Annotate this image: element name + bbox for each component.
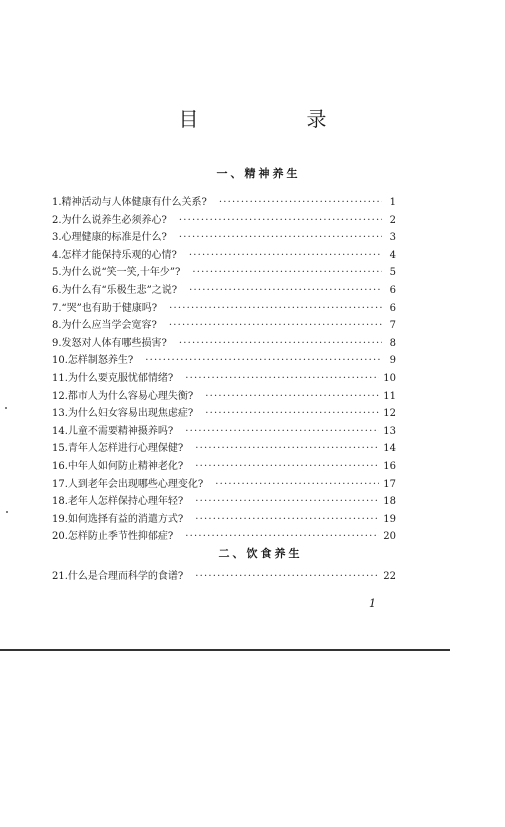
toc-entry-page: 1 xyxy=(389,197,396,208)
scan-speck xyxy=(5,407,7,409)
toc-leader-dots xyxy=(185,423,379,441)
section-heading-diet: 二、饮食养生 xyxy=(218,547,303,560)
toc-entry-number: 6. xyxy=(52,284,62,296)
toc-leader-dots xyxy=(192,264,382,282)
toc-entry-number: 19. xyxy=(52,513,68,525)
toc-entry-number: 18. xyxy=(52,496,68,508)
toc-entry-number: 20. xyxy=(52,531,68,543)
toc-leader-dots xyxy=(169,317,382,335)
toc-entry-number: 12. xyxy=(52,390,68,402)
toc-entry-title: 如何选择有益的消遣方式? xyxy=(67,513,184,525)
toc-leader-dots xyxy=(179,229,382,247)
page-title: 目 录 xyxy=(178,107,371,131)
toc-entry-title: “哭”也有助于健康吗? xyxy=(61,302,158,314)
toc-leader-dots xyxy=(189,247,382,265)
toc-entry-number: 9. xyxy=(52,337,62,349)
toc-entry-page: 16 xyxy=(383,460,396,472)
toc-entry[interactable] xyxy=(52,388,396,406)
toc-entry-page: 17 xyxy=(383,478,396,490)
toc-leader-dots xyxy=(179,335,382,353)
toc-entry-title: 什么是合理而科学的食谱? xyxy=(67,571,184,582)
toc-entry-page: 20 xyxy=(383,531,396,543)
section-heading-mental: 一、精神养生 xyxy=(216,167,301,180)
toc-entry[interactable] xyxy=(52,440,396,458)
toc-entry-title: 为什么说养生必须养心? xyxy=(61,214,167,226)
toc-entry-page: 13 xyxy=(383,425,396,437)
toc-leader-dots xyxy=(195,458,379,476)
toc-entry-number: 1. xyxy=(52,197,62,208)
toc-entry-number: 8. xyxy=(52,320,62,332)
toc-entry-number: 2. xyxy=(52,214,62,226)
toc-entry-number: 10. xyxy=(52,355,68,367)
toc-entry-page: 7 xyxy=(389,320,396,332)
toc-entry[interactable] xyxy=(52,511,396,529)
toc-leader-dots xyxy=(169,300,382,318)
toc-entry[interactable] xyxy=(52,568,396,586)
toc-entry[interactable] xyxy=(52,476,396,494)
toc-entry-title: 怎样才能保持乐观的心情? xyxy=(61,249,177,261)
toc-entry-title: 中年人如何防止精神老化? xyxy=(67,460,184,472)
toc-leader-dots xyxy=(145,352,382,370)
toc-entry-title: 发怒对人体有哪些损害? xyxy=(61,337,167,349)
toc-entry[interactable] xyxy=(52,194,396,212)
toc-entry-title: 为什么说“笑一笑,十年少”? xyxy=(61,267,181,279)
toc-leader-dots xyxy=(205,405,379,423)
toc-entry[interactable] xyxy=(52,423,396,441)
toc-entry-page: 6 xyxy=(389,302,396,314)
toc-entry-title: 为什么有“乐极生悲”之说? xyxy=(61,284,178,296)
toc-entry-number: 17. xyxy=(52,478,68,490)
toc-entry-number: 14. xyxy=(52,425,68,437)
toc-entry-page: 10 xyxy=(383,372,396,384)
toc-leader-dots xyxy=(195,568,379,586)
toc-leader-dots xyxy=(179,212,382,230)
toc-entry-title: 心理健康的标准是什么? xyxy=(61,232,167,244)
toc-entry-number: 4. xyxy=(52,249,62,261)
toc-entry-title: 怎样防止季节性抑郁症? xyxy=(67,531,174,543)
toc-leader-dots xyxy=(195,511,379,529)
toc-leader-dots xyxy=(215,476,379,494)
toc-entry[interactable] xyxy=(52,458,396,476)
toc-entry-number: 11. xyxy=(52,372,68,384)
toc-entry-page: 3 xyxy=(389,232,396,244)
toc-entry[interactable] xyxy=(52,247,396,265)
toc-entry-page: 18 xyxy=(383,496,396,508)
toc-leader-dots xyxy=(185,528,379,546)
toc-entry-page: 8 xyxy=(389,337,396,349)
toc-list-diet xyxy=(52,568,396,586)
toc-entry[interactable] xyxy=(52,264,396,282)
toc-entry-number: 3. xyxy=(52,232,62,244)
toc-list-mental xyxy=(52,194,396,546)
toc-entry-page: 5 xyxy=(389,267,396,279)
toc-entry-title: 为什么应当学会宽容? xyxy=(61,320,157,332)
page-bottom-rule xyxy=(0,649,450,651)
toc-entry[interactable] xyxy=(52,282,396,300)
toc-entry-page: 4 xyxy=(389,249,396,261)
toc-entry-number: 21. xyxy=(52,571,68,582)
toc-leader-dots xyxy=(219,194,382,212)
toc-entry-number: 7. xyxy=(52,302,62,314)
toc-entry[interactable] xyxy=(52,528,396,546)
toc-entry-number: 13. xyxy=(52,408,68,420)
scan-speck xyxy=(6,511,8,513)
toc-entry[interactable] xyxy=(52,229,396,247)
toc-entry-title: 老年人怎样保持心理年轻? xyxy=(67,496,184,508)
toc-entry-title: 为什么妇女容易出现焦虑症? xyxy=(67,408,194,420)
toc-entry-title: 都市人为什么容易心理失衡? xyxy=(67,390,194,402)
toc-entry-number: 15. xyxy=(52,443,68,455)
toc-entry[interactable] xyxy=(52,493,396,511)
toc-entry-number: 16. xyxy=(52,460,68,472)
toc-leader-dots xyxy=(195,440,379,458)
toc-entry-title: 儿童不需要精神摄养吗? xyxy=(67,425,174,437)
toc-entry[interactable] xyxy=(52,212,396,230)
toc-entry-page: 2 xyxy=(389,214,396,226)
toc-entry-page: 22 xyxy=(383,571,396,582)
toc-entry[interactable] xyxy=(52,300,396,318)
toc-entry-number: 5. xyxy=(52,267,62,279)
toc-entry-page: 19 xyxy=(383,513,396,525)
toc-leader-dots xyxy=(205,388,379,406)
toc-entry-page: 6 xyxy=(389,284,396,296)
toc-entry[interactable] xyxy=(52,370,396,388)
toc-leader-dots xyxy=(195,493,379,511)
toc-entry[interactable] xyxy=(52,317,396,335)
toc-entry[interactable] xyxy=(52,352,396,370)
toc-entry-title: 为什么要克服忧郁情绪? xyxy=(67,372,174,384)
page-number: 1 xyxy=(369,597,376,610)
toc-leader-dots xyxy=(189,282,382,300)
toc-entry-title: 怎样制怒养生? xyxy=(67,355,134,367)
toc-entry[interactable] xyxy=(52,335,396,353)
toc-entry-page: 9 xyxy=(389,355,396,367)
toc-entry-title: 人到老年会出现哪些心理变化? xyxy=(67,478,204,490)
toc-entry-title: 精神活动与人体健康有什么关系? xyxy=(61,197,207,208)
toc-entry-page: 14 xyxy=(383,443,396,455)
toc-entry-title: 青年人怎样进行心理保健? xyxy=(67,443,184,455)
toc-entry-page: 12 xyxy=(383,408,396,420)
toc-leader-dots xyxy=(185,370,379,388)
toc-entry[interactable] xyxy=(52,405,396,423)
toc-entry-page: 11 xyxy=(383,390,396,402)
